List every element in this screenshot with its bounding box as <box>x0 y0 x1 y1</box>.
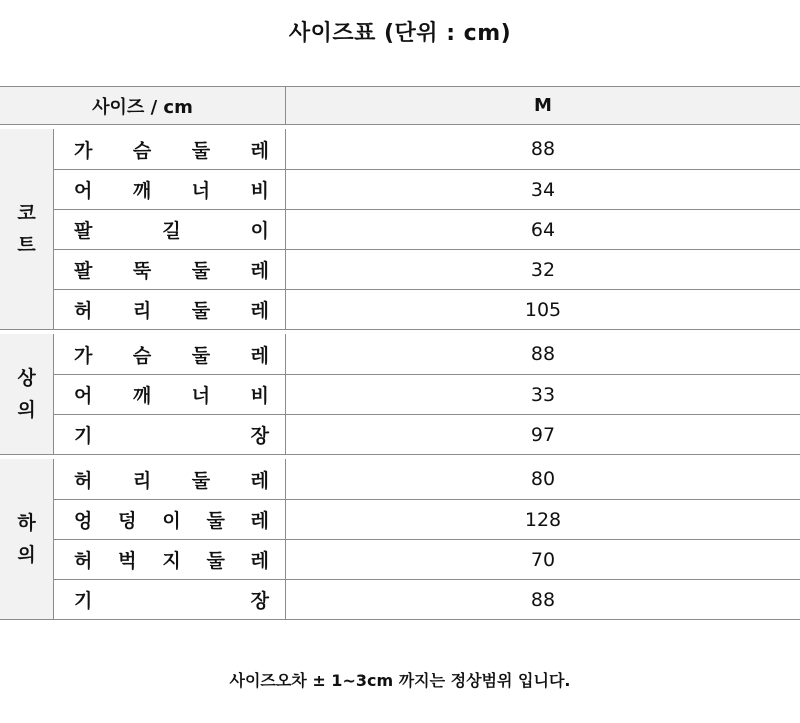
table-row <box>54 499 800 539</box>
size-table <box>0 86 800 620</box>
page-title: 사이즈표 (단위 : cm) <box>288 21 512 46</box>
category-cell <box>0 459 54 619</box>
measurement-label: 가 슴 둘 레 <box>74 139 269 162</box>
measurement-label: 기 장 <box>74 425 269 447</box>
measurement-value: 70 <box>530 548 556 571</box>
section-coat <box>0 129 800 330</box>
measurement-value: 80 <box>530 468 556 490</box>
category-label: 상의 <box>17 367 36 421</box>
measurement-value: 105 <box>524 298 562 321</box>
measurement-label: 허 리 둘 레 <box>74 300 269 322</box>
measurement-value: 34 <box>530 178 556 201</box>
section-top <box>0 334 800 455</box>
table-header-row <box>0 86 800 125</box>
header-size-unit-label: 사이즈 / cm <box>0 87 286 124</box>
measurement-value: 88 <box>530 588 556 611</box>
measurement-value: 64 <box>530 218 556 241</box>
table-row <box>54 334 800 374</box>
category-cell <box>0 129 54 329</box>
table-row <box>54 249 800 289</box>
measurement-value: 88 <box>530 343 556 365</box>
measurement-label: 기 장 <box>74 590 269 612</box>
table-row <box>54 579 800 619</box>
category-label: 하의 <box>17 512 36 566</box>
measurement-value: 32 <box>530 258 556 281</box>
measurement-label: 팔 길 이 <box>74 220 269 242</box>
measurement-value: 33 <box>530 383 556 406</box>
measurement-label: 허 리 둘 레 <box>74 469 269 492</box>
table-row <box>54 539 800 579</box>
header-size-m: M <box>534 95 552 116</box>
measurement-value: 128 <box>524 508 562 531</box>
table-row <box>54 414 800 454</box>
measurement-label: 어 깨 너 비 <box>74 180 269 202</box>
tolerance-note: 사이즈오차 ± 1~3cm 까지는 정상범위 입니다. <box>229 671 571 690</box>
table-row <box>54 129 800 169</box>
measurement-label: 허 벅 지 둘 레 <box>74 550 269 572</box>
measurement-value: 88 <box>530 138 556 160</box>
measurement-label: 가 슴 둘 레 <box>74 344 269 367</box>
table-row <box>54 209 800 249</box>
table-row <box>54 459 800 499</box>
measurement-label: 엉 덩 이 둘 레 <box>74 510 269 532</box>
table-row <box>54 374 800 414</box>
category-label: 코트 <box>17 202 36 256</box>
table-row <box>54 289 800 329</box>
measurement-value: 97 <box>530 423 556 446</box>
table-row <box>54 169 800 209</box>
measurement-label: 어 깨 너 비 <box>74 385 269 407</box>
section-bottom <box>0 459 800 620</box>
category-cell <box>0 334 54 454</box>
measurement-label: 팔 뚝 둘 레 <box>74 260 269 282</box>
